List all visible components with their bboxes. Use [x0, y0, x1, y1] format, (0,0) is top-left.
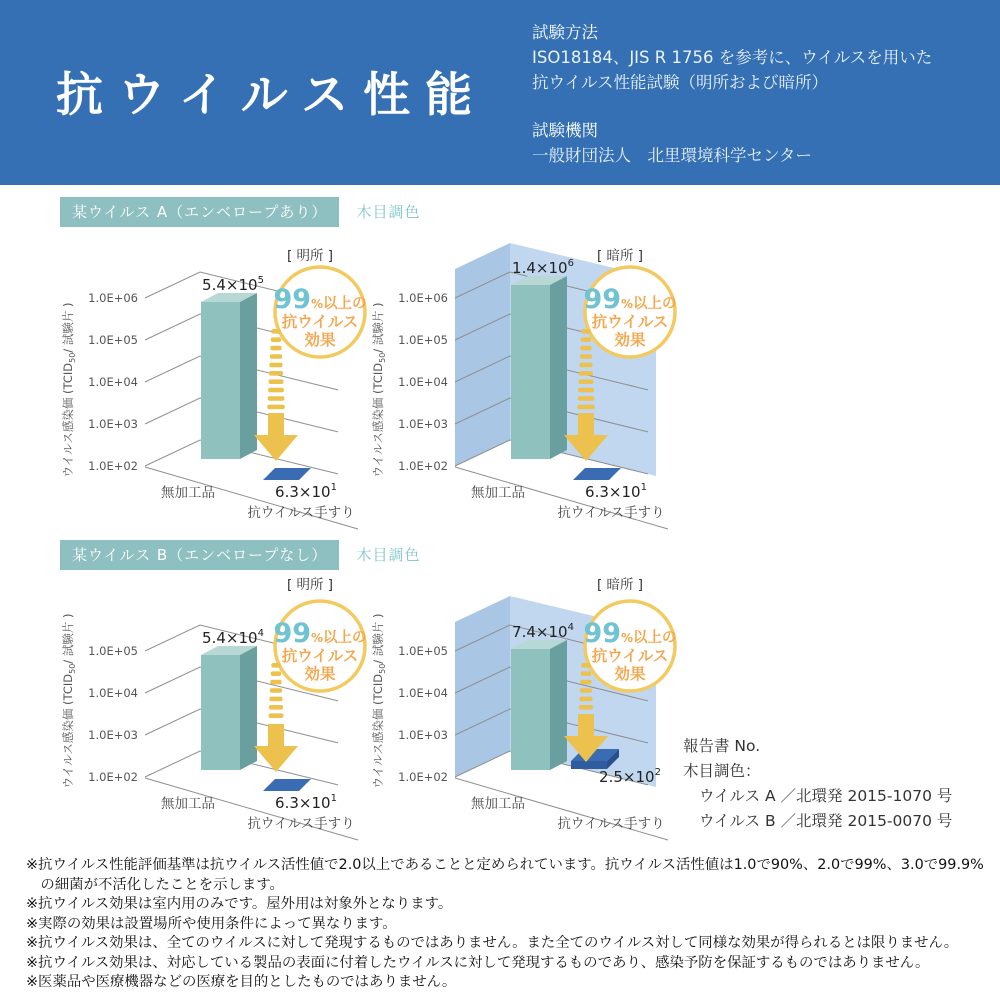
- y-tick-label: 1.0E+05: [398, 333, 448, 347]
- arrow-shaft: [268, 413, 284, 435]
- chart-svg: [58, 238, 388, 538]
- arrow-dash: [579, 371, 593, 376]
- effect-badge-line1: 99%以上の: [273, 284, 367, 315]
- y-tick-label: 1.0E+05: [88, 333, 138, 347]
- y-axis-title: ウイルス感染価 ($TCID_{50}/$ 試験片 ): [371, 302, 387, 478]
- chart-svg: [368, 549, 698, 849]
- footnote-3: ※実際の効果は設置場所や使用条件によって異なります。: [26, 915, 397, 932]
- y-axis-title: ウイルス感染価 ($TCID_{50}/$ 試験片 ): [61, 613, 77, 789]
- back-left-wall: [455, 596, 510, 777]
- arrow-dash: [580, 688, 592, 693]
- section-a-header: [60, 197, 421, 225]
- effect-badge-line3: 効果: [304, 331, 336, 349]
- category-label-untreated: 無加工品: [471, 485, 525, 501]
- effect-badge-line2: 抗ウイルス: [281, 647, 359, 665]
- arrow-dash: [578, 396, 595, 401]
- result-tile: [263, 779, 311, 791]
- arrow-dash: [270, 354, 282, 359]
- arrow-dash: [271, 337, 281, 342]
- bar-value-label: $5.4\times 10^4$: [202, 628, 264, 647]
- y-tick-label: 1.0E+04: [88, 375, 138, 389]
- bar-front-face: [511, 285, 550, 459]
- arrow-dash: [268, 388, 284, 393]
- chart-svg: [58, 549, 388, 849]
- y-tick-label: 1.0E+06: [398, 291, 448, 305]
- spacer: [532, 95, 932, 118]
- page-title: 抗ウイルス性能: [56, 68, 488, 123]
- effect-badge-line3: 効果: [614, 665, 646, 683]
- section-b-badge: 某ウイルス B（エンベロープなし）: [60, 540, 339, 570]
- arrow-dash: [269, 713, 284, 718]
- bar-front-face: [201, 302, 240, 459]
- arrow-dash: [267, 405, 285, 410]
- y-tick-label: 1.0E+02: [398, 459, 448, 473]
- report-no-label: 報告書 No.: [683, 737, 761, 755]
- chart-svg: [368, 238, 698, 538]
- test-method-label: 試験方法: [532, 23, 598, 42]
- y-tick-label: 1.0E+02: [88, 770, 138, 784]
- bar-value-label: $5.4\times 10^5$: [202, 275, 264, 294]
- y-tick-label: 1.0E+04: [88, 686, 138, 700]
- category-label-untreated: 無加工品: [161, 796, 215, 812]
- arrow-dash: [580, 346, 591, 351]
- arrow-dash: [271, 671, 281, 676]
- header-band: [0, 0, 1000, 185]
- reduction-arrow-head: [254, 435, 298, 461]
- arrow-dash: [268, 396, 285, 401]
- chart-virus-a-dark: [368, 238, 698, 538]
- y-tick-label: 1.0E+03: [88, 728, 138, 742]
- effect-badge-line3: 効果: [304, 665, 336, 683]
- arrow-dash: [270, 688, 282, 693]
- effect-badge-line2: 抗ウイルス: [591, 647, 669, 665]
- y-tick-label: 1.0E+03: [398, 728, 448, 742]
- bar-front-face: [511, 649, 550, 770]
- y-tick-label: 1.0E+02: [398, 770, 448, 784]
- arrow-dash: [579, 697, 592, 702]
- section-a-badge: 某ウイルス A（エンベロープあり）: [60, 197, 339, 227]
- arrow-dash: [579, 363, 592, 368]
- arrow-dash: [269, 379, 284, 384]
- effect-badge-line1: 99%以上の: [583, 618, 677, 649]
- chart-virus-b-light: [58, 549, 388, 849]
- y-tick-label: 1.0E+05: [88, 644, 138, 658]
- effect-badge-line1: 99%以上の: [273, 618, 367, 649]
- condition-label: [ 暗所 ]: [596, 577, 644, 593]
- condition-label: [ 明所 ]: [286, 577, 334, 593]
- result-value-label: $6.3\times 10^1$: [275, 793, 337, 812]
- arrow-dash: [270, 680, 281, 685]
- report-number-block: [683, 734, 952, 834]
- bar-value-label: $1.4\times 10^6$: [512, 258, 574, 277]
- y-tick-label: 1.0E+04: [398, 686, 448, 700]
- result-value-label: $6.3\times 10^1$: [275, 482, 337, 501]
- arrow-dash: [271, 663, 281, 668]
- category-label-antiviral: 抗ウイルス手すり: [557, 816, 665, 832]
- result-tile: [263, 468, 311, 480]
- category-label-untreated: 無加工品: [471, 796, 525, 812]
- result-value-label: $6.3\times 10^1$: [585, 482, 647, 501]
- arrow-dash: [269, 363, 282, 368]
- report-virus-a: ウイルス A ／北環発 2015-1070 号: [699, 787, 953, 805]
- effect-badge-line2: 抗ウイルス: [281, 313, 359, 331]
- category-label-antiviral: 抗ウイルス手すり: [557, 505, 665, 521]
- arrow-shaft: [578, 413, 594, 435]
- y-axis-title: ウイルス感染価 ($TCID_{50}/$ 試験片 ): [61, 302, 77, 478]
- bar-value-label: $7.4\times 10^4$: [512, 622, 574, 641]
- chart-virus-a-light: [58, 238, 388, 538]
- arrow-dash: [578, 388, 594, 393]
- result-tile: [573, 468, 621, 480]
- effect-badge-line2: 抗ウイルス: [591, 313, 669, 331]
- bar-side-face: [240, 646, 257, 770]
- arrow-dash: [270, 346, 281, 351]
- arrow-dash: [581, 671, 591, 676]
- category-label-antiviral: 抗ウイルス手すり: [247, 816, 355, 832]
- report-tone-label: 木目調色：: [683, 762, 761, 780]
- arrow-dash: [579, 705, 593, 710]
- arrow-dash: [271, 329, 281, 334]
- arrow-dash: [581, 337, 591, 342]
- arrow-dash: [577, 405, 595, 410]
- section-a-tone-label: 木目調色: [356, 203, 421, 221]
- effect-badge-line3: 効果: [614, 331, 646, 349]
- arrow-dash: [579, 379, 594, 384]
- footnotes: [26, 856, 988, 993]
- arrow-dash: [581, 329, 591, 334]
- bar-side-face: [550, 640, 567, 770]
- footnote-4: ※抗ウイルス効果は、全てのウイルスに対して発現するものではありません。また全てのウイルス対して同様な効果が得られるとは限りません。: [26, 935, 959, 951]
- chart-virus-b-dark: [368, 549, 698, 849]
- arrow-shaft: [268, 724, 284, 746]
- test-info: [532, 20, 932, 168]
- footnote-5: ※抗ウイルス効果は、対応している製品の表面に付着したウイルスに対して発現するものであり、感染予防を保証するものではありません。: [26, 954, 930, 971]
- arrow-dash: [580, 680, 591, 685]
- y-tick-label: 1.0E+03: [88, 417, 138, 431]
- section-b-tone-label: 木目調色: [356, 546, 421, 564]
- condition-label: [ 明所 ]: [286, 248, 334, 264]
- test-method-line2: 抗ウイルス性能試験（明所および暗所）: [532, 73, 829, 92]
- y-tick-label: 1.0E+06: [88, 291, 138, 305]
- arrow-dash: [581, 663, 591, 668]
- effect-badge-line1: 99%以上の: [583, 284, 677, 315]
- y-tick-label: 1.0E+02: [88, 459, 138, 473]
- bar-side-face: [240, 293, 257, 459]
- footnote-6: ※医薬品や医療機器などの医療を目的としたものではありません。: [26, 974, 457, 990]
- report-virus-b: ウイルス B ／北環発 2015-0070 号: [699, 812, 953, 830]
- y-tick-label: 1.0E+05: [398, 644, 448, 658]
- arrow-shaft: [578, 714, 594, 736]
- category-label-antiviral: 抗ウイルス手すり: [247, 505, 355, 521]
- arrow-dash: [269, 371, 283, 376]
- y-tick-label: 1.0E+03: [398, 417, 448, 431]
- test-org-name: 一般財団法人 北里環境科学センター: [532, 146, 812, 165]
- footnote-1: ※抗ウイルス性能評価基準は抗ウイルス活性値で2.0以上であることと定められています。抗ウイルス活性値は1.0で90%、2.0で99%、3.0で99.9%の細菌が不活化したことを示します。: [26, 857, 984, 893]
- result-value-label: $2.5\times 10^2$: [599, 767, 661, 786]
- reduction-arrow-head: [254, 746, 298, 772]
- y-axis-title: ウイルス感染価 ($TCID_{50}/$ 試験片 ): [371, 613, 387, 789]
- category-label-untreated: 無加工品: [161, 485, 215, 501]
- test-org-label: 試験機関: [532, 121, 598, 140]
- bar-front-face: [201, 655, 240, 770]
- arrow-dash: [580, 354, 592, 359]
- condition-label: [ 暗所 ]: [596, 248, 644, 264]
- test-method-line1: ISO18184、JIS R 1756 を参考に、ウイルスを用いた: [532, 48, 933, 67]
- y-tick-label: 1.0E+04: [398, 375, 448, 389]
- arrow-dash: [269, 697, 282, 702]
- bar-side-face: [550, 276, 567, 459]
- footnote-2: ※抗ウイルス効果は室内用のみです。屋外用は対象外となります。: [26, 896, 453, 912]
- arrow-dash: [269, 705, 283, 710]
